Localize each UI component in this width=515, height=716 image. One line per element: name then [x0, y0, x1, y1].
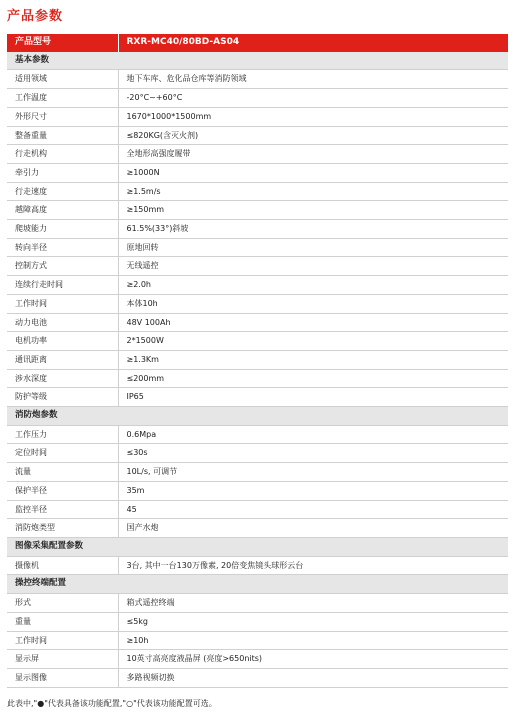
table-row	[7, 500, 508, 519]
row-key: 牵引力	[7, 163, 118, 182]
row-key: 防护等级	[7, 388, 118, 407]
section-header-fire-monitor	[7, 407, 508, 426]
row-value: ≥1000N	[118, 163, 508, 182]
row-value: 地下车库、危化品仓库等消防领域	[118, 70, 508, 89]
table-row	[7, 631, 508, 650]
row-key: 行走速度	[7, 182, 118, 201]
row-value: ≥150mm	[118, 201, 508, 220]
row-value: ≥1.5m/s	[118, 182, 508, 201]
model-value: RXR-MC40/80BD-AS04	[118, 34, 508, 52]
table-row	[7, 145, 508, 164]
table-row	[7, 163, 508, 182]
row-key: 整备重量	[7, 126, 118, 145]
section-header-basic	[7, 52, 508, 70]
row-value: 3台, 其中一台130万像素, 20倍变焦镜头球形云台	[118, 556, 508, 575]
row-key: 显示屏	[7, 650, 118, 669]
row-key: 电机功率	[7, 332, 118, 351]
row-value: ≤30s	[118, 444, 508, 463]
table-row	[7, 668, 508, 687]
table-row	[7, 481, 508, 500]
table-row	[7, 519, 508, 538]
row-key: 重量	[7, 612, 118, 631]
table-row	[7, 257, 508, 276]
table-row	[7, 332, 508, 351]
row-key: 流量	[7, 463, 118, 482]
row-value: 无线遥控	[118, 257, 508, 276]
page-title: 产品参数	[7, 9, 64, 24]
row-value: 10英寸高亮度液晶屏 (亮度>650nits)	[118, 650, 508, 669]
section-title: 操控终端配置	[7, 575, 508, 594]
row-value: -20°C~+60°C	[118, 89, 508, 108]
table-row	[7, 89, 508, 108]
row-key: 越障高度	[7, 201, 118, 220]
row-key: 外形尺寸	[7, 107, 118, 126]
row-key: 行走机构	[7, 145, 118, 164]
row-key: 工作时间	[7, 631, 118, 650]
row-value: ≥2.0h	[118, 276, 508, 295]
row-key: 连续行走时间	[7, 276, 118, 295]
table-row	[7, 276, 508, 295]
row-key: 动力电池	[7, 313, 118, 332]
model-header-row	[7, 34, 508, 52]
row-value: 35m	[118, 481, 508, 500]
row-key: 适用领域	[7, 70, 118, 89]
row-key: 工作温度	[7, 89, 118, 108]
row-value: 48V 100Ah	[118, 313, 508, 332]
row-value: 0.6Mpa	[118, 425, 508, 444]
row-key: 保护半径	[7, 481, 118, 500]
table-row	[7, 107, 508, 126]
row-key: 转向半径	[7, 238, 118, 257]
table-row	[7, 294, 508, 313]
row-value: ≤820KG(含灭火剂)	[118, 126, 508, 145]
row-value: ≤5kg	[118, 612, 508, 631]
row-value: 2*1500W	[118, 332, 508, 351]
table-row	[7, 369, 508, 388]
row-key: 摄像机	[7, 556, 118, 575]
row-value: IP65	[118, 388, 508, 407]
row-value: 国产水炮	[118, 519, 508, 538]
row-value: ≥1.3Km	[118, 350, 508, 369]
table-row	[7, 388, 508, 407]
table-row	[7, 556, 508, 575]
row-key: 通讯距离	[7, 350, 118, 369]
section-title: 消防炮参数	[7, 407, 508, 426]
table-row	[7, 126, 508, 145]
row-key: 工作时间	[7, 294, 118, 313]
table-row	[7, 594, 508, 613]
table-row	[7, 463, 508, 482]
footnote: 此表中,"●"代表具备该功能配置,"○"代表该功能配置可选。	[7, 699, 217, 708]
row-value: 多路视频切换	[118, 668, 508, 687]
section-title: 基本参数	[7, 52, 508, 70]
table-row	[7, 238, 508, 257]
row-value: ≤200mm	[118, 369, 508, 388]
table-row	[7, 313, 508, 332]
row-key: 爬坡能力	[7, 220, 118, 239]
table-row	[7, 650, 508, 669]
model-label: 产品型号	[7, 34, 118, 52]
row-key: 显示图像	[7, 668, 118, 687]
table-row	[7, 444, 508, 463]
row-value: 10L/s, 可调节	[118, 463, 508, 482]
row-value: 全地形高强度履带	[118, 145, 508, 164]
row-key: 涉水深度	[7, 369, 118, 388]
table-row	[7, 612, 508, 631]
table-row	[7, 70, 508, 89]
row-key: 消防炮类型	[7, 519, 118, 538]
table-row	[7, 350, 508, 369]
row-value: ≥10h	[118, 631, 508, 650]
row-key: 监控半径	[7, 500, 118, 519]
section-header-imaging	[7, 537, 508, 556]
row-key: 工作压力	[7, 425, 118, 444]
row-value: 1670*1000*1500mm	[118, 107, 508, 126]
row-value: 原地回转	[118, 238, 508, 257]
row-key: 形式	[7, 594, 118, 613]
row-value: 本体10h	[118, 294, 508, 313]
section-title: 图像采集配置参数	[7, 537, 508, 556]
row-value: 45	[118, 500, 508, 519]
row-key: 控制方式	[7, 257, 118, 276]
spec-table	[7, 34, 508, 688]
table-row	[7, 220, 508, 239]
section-header-control-terminal	[7, 575, 508, 594]
table-row	[7, 425, 508, 444]
row-key: 定位时间	[7, 444, 118, 463]
row-value: 箱式遥控终端	[118, 594, 508, 613]
table-row	[7, 201, 508, 220]
row-value: 61.5%(33°)斜坡	[118, 220, 508, 239]
table-row	[7, 182, 508, 201]
